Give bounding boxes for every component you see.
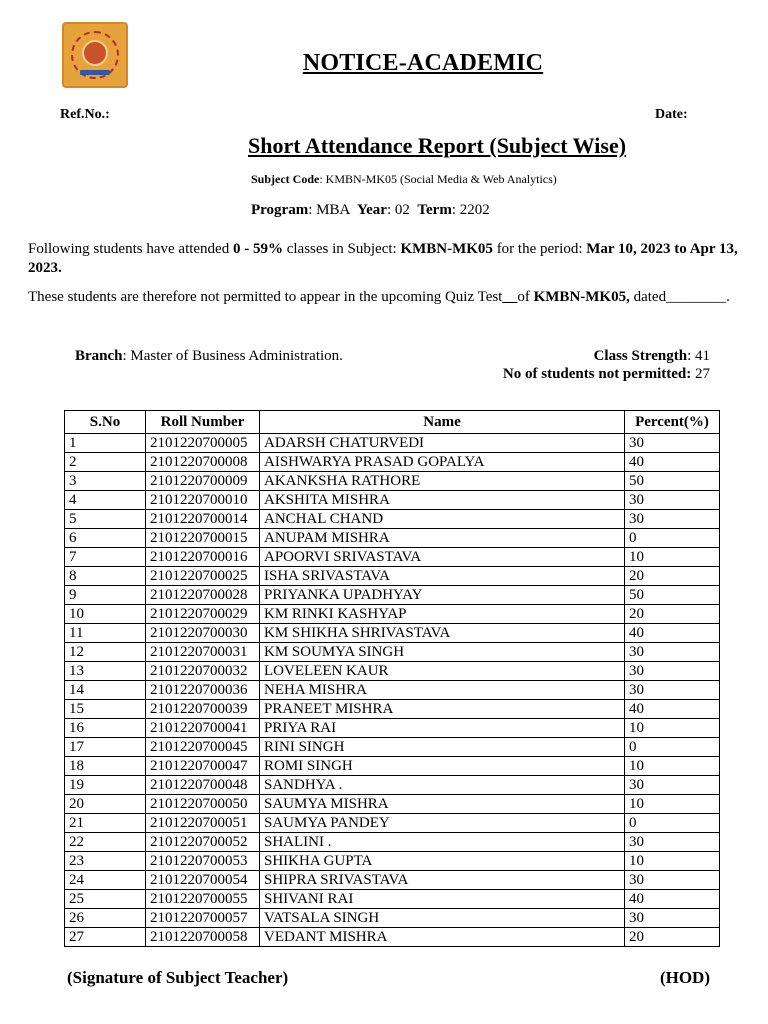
table-row — [65, 776, 720, 795]
table-row — [65, 871, 720, 890]
cell-sno: 7 — [65, 548, 146, 567]
year-label: Year — [356, 202, 387, 218]
cell-roll-number: 2101220700041 — [146, 719, 260, 738]
cell-sno: 6 — [65, 529, 146, 548]
branch-value: : Master of Business Administration. — [122, 348, 343, 364]
cell-name: SANDHYA . — [260, 776, 625, 795]
table-row — [65, 890, 720, 909]
cell-percent: 0 — [625, 738, 720, 757]
cell-roll-number: 2101220700025 — [146, 567, 260, 586]
not-permitted-value: 27 — [691, 366, 710, 382]
cell-sno: 15 — [65, 700, 146, 719]
cell-percent: 50 — [625, 472, 720, 491]
cell-roll-number: 2101220700054 — [146, 871, 260, 890]
cell-percent: 40 — [625, 890, 720, 909]
cell-sno: 19 — [65, 776, 146, 795]
cell-roll-number: 2101220700053 — [146, 852, 260, 871]
report-title: Short Attendance Report (Subject Wise) — [248, 133, 627, 158]
table-row — [65, 567, 720, 586]
cell-percent: 30 — [625, 776, 720, 795]
cell-sno: 9 — [65, 586, 146, 605]
cell-percent: 10 — [625, 719, 720, 738]
program-line — [251, 202, 490, 219]
cell-percent: 20 — [625, 605, 720, 624]
cell-sno: 10 — [65, 605, 146, 624]
cell-roll-number: 2101220700015 — [146, 529, 260, 548]
cell-name: KM SOUMYA SINGH — [260, 643, 625, 662]
cell-sno: 22 — [65, 833, 146, 852]
cell-percent: 0 — [625, 529, 720, 548]
cell-sno: 8 — [65, 567, 146, 586]
cell-roll-number: 2101220700005 — [146, 434, 260, 453]
permission-subject: KMBN-MK05, — [533, 289, 630, 305]
cell-sno: 5 — [65, 510, 146, 529]
ref-number-label: Ref.No.: — [60, 107, 110, 122]
cell-roll-number: 2101220700047 — [146, 757, 260, 776]
cell-roll-number: 2101220700016 — [146, 548, 260, 567]
cell-percent: 40 — [625, 700, 720, 719]
attendance-statement — [28, 240, 748, 278]
cell-sno: 1 — [65, 434, 146, 453]
cell-sno: 12 — [65, 643, 146, 662]
cell-roll-number: 2101220700030 — [146, 624, 260, 643]
cell-roll-number: 2101220700039 — [146, 700, 260, 719]
cell-name: KM SHIKHA SHRIVASTAVA — [260, 624, 625, 643]
cell-sno: 16 — [65, 719, 146, 738]
cell-percent: 30 — [625, 681, 720, 700]
table-row — [65, 624, 720, 643]
table-row — [65, 795, 720, 814]
table-row — [65, 529, 720, 548]
table-row — [65, 738, 720, 757]
cell-roll-number: 2101220700051 — [146, 814, 260, 833]
cell-percent: 30 — [625, 909, 720, 928]
cell-sno: 26 — [65, 909, 146, 928]
cell-name: ANUPAM MISHRA — [260, 529, 625, 548]
attendance-table — [64, 410, 720, 947]
cell-percent: 40 — [625, 453, 720, 472]
cell-sno: 17 — [65, 738, 146, 757]
hod-signature: (HOD) — [659, 968, 710, 987]
header-percent: Percent(%) — [625, 411, 720, 434]
cell-percent: 10 — [625, 795, 720, 814]
year-value: : 02 — [386, 202, 418, 218]
table-row — [65, 719, 720, 738]
cell-percent: 30 — [625, 434, 720, 453]
term-label: Term — [417, 202, 452, 218]
cell-sno: 18 — [65, 757, 146, 776]
subject-teacher-signature: (Signature of Subject Teacher) — [67, 968, 289, 987]
header-roll-number: Roll Number — [146, 411, 260, 434]
cell-name: SAUMYA MISHRA — [260, 795, 625, 814]
term-value: : 2202 — [451, 202, 490, 218]
cell-sno: 24 — [65, 871, 146, 890]
cell-name: SHIVANI RAI — [260, 890, 625, 909]
cell-roll-number: 2101220700010 — [146, 491, 260, 510]
table-header-row — [65, 411, 720, 434]
cell-name: ANCHAL CHAND — [260, 510, 625, 529]
attendance-range: 0 - 59% — [232, 241, 283, 257]
table-row — [65, 833, 720, 852]
cell-roll-number: 2101220700058 — [146, 928, 260, 947]
not-permitted-line — [503, 366, 710, 383]
cell-percent: 30 — [625, 662, 720, 681]
branch-line — [75, 348, 343, 365]
cell-percent: 30 — [625, 871, 720, 890]
program-value: : MBA — [308, 202, 357, 218]
header-sno: S.No — [65, 411, 146, 434]
statement-text-2: classes in Subject: — [282, 241, 401, 257]
cell-roll-number: 2101220700028 — [146, 586, 260, 605]
attendance-table-body — [65, 434, 720, 947]
cell-roll-number: 2101220700008 — [146, 453, 260, 472]
cell-sno: 4 — [65, 491, 146, 510]
cell-roll-number: 2101220700052 — [146, 833, 260, 852]
table-row — [65, 643, 720, 662]
statement-text-1: Following students have attended — [28, 241, 233, 257]
subject-code-label: Subject Code — [251, 172, 320, 186]
permission-text-1: These students are therefore not permitted to appear in the upcoming Quiz Test — [28, 289, 503, 305]
cell-name: ADARSH CHATURVEDI — [260, 434, 625, 453]
permission-text-3: dated________. — [629, 289, 730, 305]
permission-blank: __ — [502, 289, 518, 305]
cell-roll-number: 2101220700036 — [146, 681, 260, 700]
cell-roll-number: 2101220700014 — [146, 510, 260, 529]
program-label: Program — [251, 202, 309, 218]
permission-statement — [28, 288, 748, 307]
table-row — [65, 605, 720, 624]
cell-roll-number: 2101220700050 — [146, 795, 260, 814]
table-row — [65, 814, 720, 833]
cell-name: KM RINKI KASHYAP — [260, 605, 625, 624]
cell-roll-number: 2101220700055 — [146, 890, 260, 909]
table-row — [65, 491, 720, 510]
cell-sno: 11 — [65, 624, 146, 643]
cell-name: APOORVI SRIVASTAVA — [260, 548, 625, 567]
cell-roll-number: 2101220700029 — [146, 605, 260, 624]
table-row — [65, 453, 720, 472]
table-row — [65, 510, 720, 529]
subject-code-line — [251, 172, 557, 187]
permission-text-2: of — [517, 289, 534, 305]
cell-sno: 13 — [65, 662, 146, 681]
cell-name: SAUMYA PANDEY — [260, 814, 625, 833]
subject-code-value: : KMBN-MK05 (Social Media & Web Analytics) — [319, 172, 557, 186]
cell-sno: 20 — [65, 795, 146, 814]
cell-percent: 20 — [625, 567, 720, 586]
cell-percent: 10 — [625, 548, 720, 567]
cell-roll-number: 2101220700032 — [146, 662, 260, 681]
not-permitted-label: No of students not permitted: — [502, 366, 692, 382]
class-strength-label: Class Strength — [593, 348, 688, 364]
table-row — [65, 586, 720, 605]
table-row — [65, 434, 720, 453]
cell-name: VATSALA SINGH — [260, 909, 625, 928]
cell-sno: 25 — [65, 890, 146, 909]
cell-name: ROMI SINGH — [260, 757, 625, 776]
table-row — [65, 852, 720, 871]
cell-roll-number: 2101220700057 — [146, 909, 260, 928]
cell-percent: 30 — [625, 833, 720, 852]
statement-subject: KMBN-MK05 — [400, 241, 493, 257]
cell-name: SHALINI . — [260, 833, 625, 852]
cell-sno: 3 — [65, 472, 146, 491]
cell-name: PRIYANKA UPADHYAY — [260, 586, 625, 605]
statement-text-3: for the period: — [492, 241, 587, 257]
cell-percent: 20 — [625, 928, 720, 947]
cell-name: PRIYA RAI — [260, 719, 625, 738]
cell-name: VEDANT MISHRA — [260, 928, 625, 947]
cell-sno: 27 — [65, 928, 146, 947]
cell-roll-number: 2101220700009 — [146, 472, 260, 491]
cell-percent: 10 — [625, 852, 720, 871]
cell-percent: 50 — [625, 586, 720, 605]
class-strength-value: : 41 — [687, 348, 710, 364]
table-row — [65, 700, 720, 719]
cell-sno: 14 — [65, 681, 146, 700]
table-row — [65, 909, 720, 928]
table-row — [65, 928, 720, 947]
table-row — [65, 472, 720, 491]
cell-percent: 0 — [625, 814, 720, 833]
cell-name: SHIKHA GUPTA — [260, 852, 625, 871]
cell-roll-number: 2101220700048 — [146, 776, 260, 795]
cell-sno: 21 — [65, 814, 146, 833]
cell-percent: 40 — [625, 624, 720, 643]
cell-percent: 30 — [625, 643, 720, 662]
cell-percent: 30 — [625, 491, 720, 510]
cell-percent: 10 — [625, 757, 720, 776]
class-strength-line — [594, 348, 710, 365]
table-row — [65, 681, 720, 700]
table-row — [65, 757, 720, 776]
date-label: Date: — [655, 107, 688, 122]
cell-name: LOVELEEN KAUR — [260, 662, 625, 681]
cell-roll-number: 2101220700045 — [146, 738, 260, 757]
statement-period: Mar 10, 2023 to Apr 13, 2023. — [28, 241, 738, 276]
cell-roll-number: 2101220700031 — [146, 643, 260, 662]
table-row — [65, 662, 720, 681]
cell-name: AISHWARYA PRASAD GOPALYA — [260, 453, 625, 472]
cell-name: PRANEET MISHRA — [260, 700, 625, 719]
cell-percent: 30 — [625, 510, 720, 529]
cell-name: SHIPRA SRIVASTAVA — [260, 871, 625, 890]
branch-label: Branch — [75, 348, 123, 364]
cell-name: AKANKSHA RATHORE — [260, 472, 625, 491]
cell-name: RINI SINGH — [260, 738, 625, 757]
cell-name: NEHA MISHRA — [260, 681, 625, 700]
header-name: Name — [260, 411, 625, 434]
cell-sno: 2 — [65, 453, 146, 472]
cell-sno: 23 — [65, 852, 146, 871]
notice-title: NOTICE-ACADEMIC — [302, 50, 544, 76]
cell-name: ISHA SRIVASTAVA — [260, 567, 625, 586]
cell-name: AKSHITA MISHRA — [260, 491, 625, 510]
table-row — [65, 548, 720, 567]
